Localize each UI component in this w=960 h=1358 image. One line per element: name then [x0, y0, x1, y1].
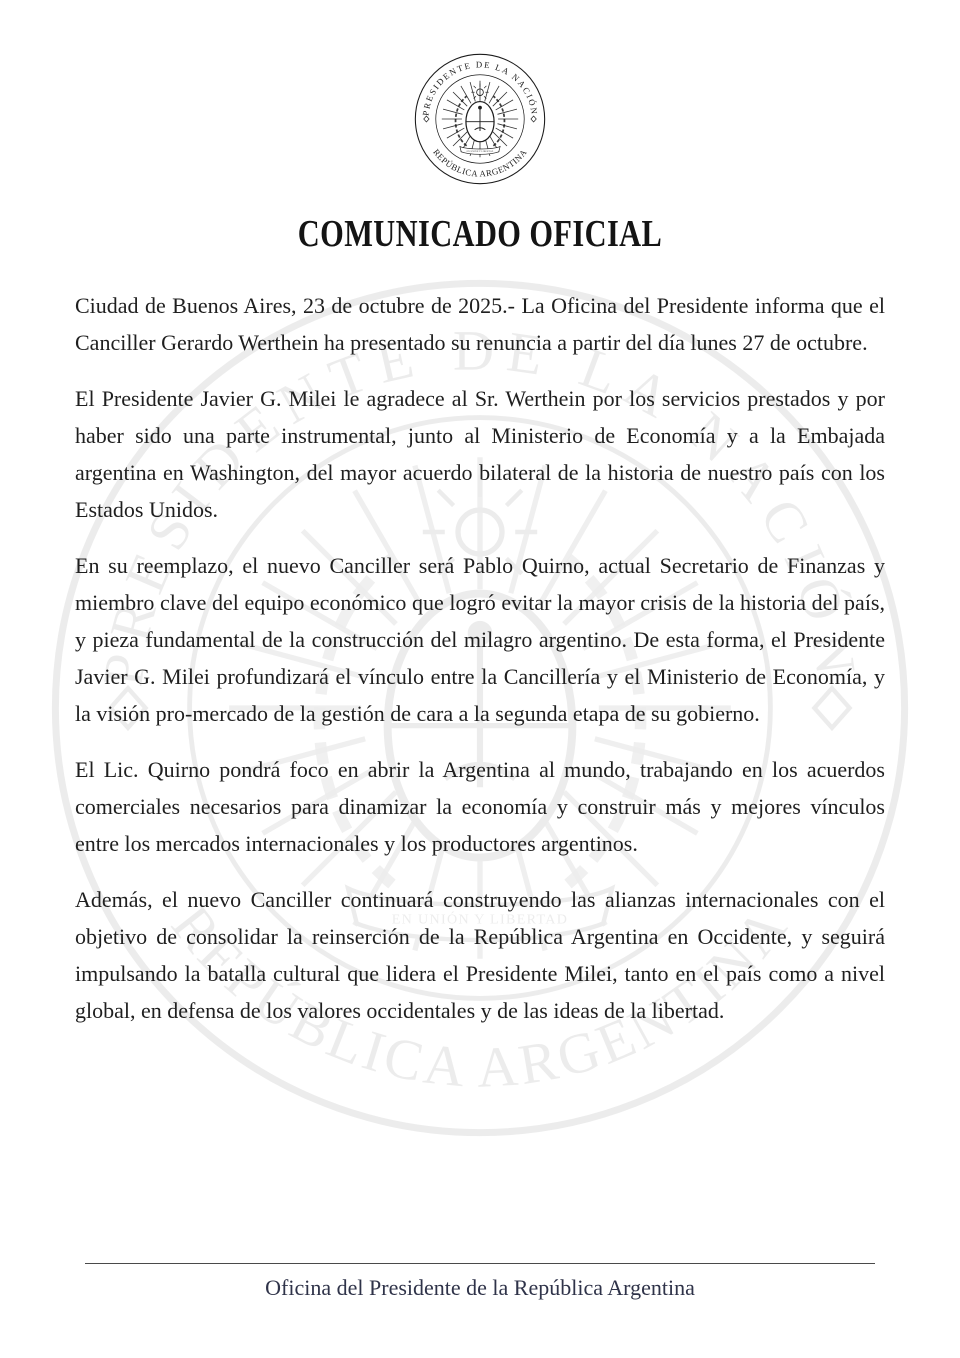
communique-body [0, 287, 960, 1029]
paragraph-focus: El Lic. Quirno pondrá foco en abrir la Argentina al mundo, trabajando en los acuerdos comerciales necesarios para dinamizar la economía y construir más y mejores vínculos entre los mercados internacionales y los productores argentinos. [75, 757, 885, 856]
seal-bottom-text: REPÚBLICA ARGENTINA [431, 147, 529, 179]
seal-motto: EN UNIÓN Y LIBERTAD [466, 150, 494, 153]
document-header [0, 0, 960, 256]
seal-left-diamond-icon [424, 116, 429, 122]
seal-right-diamond-icon [531, 116, 536, 122]
page-title: COMUNICADO OFICIAL [297, 213, 663, 255]
paragraph-thanks: El Presidente Javier G. Milei le agradece al Sr. Werthein por los servicios prestados y por haber sido una parte instrumental, junto al Ministerio de Economía y a la Embajada argentina en Washington, del mayor acuerdo bilateral de la historia de nuestro país con los Estados Unidos. [75, 386, 885, 522]
seal-top-text: PRESIDENTE DE LA NACIÓN [420, 59, 540, 117]
paragraph-date-announcement: Ciudad de Buenos Aires, 23 de octubre de 2025.- La Oficina del Presidente informa que el Canciller Gerardo Werthein ha presentado su renuncia a partir del día lunes 27 de octubre. [75, 293, 885, 355]
presidential-seal-icon [413, 52, 547, 186]
paragraph-alliances: Además, el nuevo Canciller continuará construyendo las alianzas internacionales con el objetivo de consolidar la reinserción de la República Argentina en Occidente, y seguirá impulsando la batalla cultural que lidera el Presidente Milei, tanto en el país como a nivel global, en defensa de los valores occidentales y de las ideas de la libertad. [75, 887, 885, 1023]
footer-text: Oficina del Presidente de la República Argentina [265, 1275, 695, 1300]
document-footer [85, 1263, 875, 1302]
paragraph-replacement: En su reemplazo, el nuevo Canciller será Pablo Quirno, actual Secretario de Finanzas y miembro clave del equipo económico que logró evitar la mayor crisis de la historia del país, y pieza fundamental de la construcción del milagro argentino. De esta forma, el Presidente Javier G. Milei profundizará el vínculo entre la Cancillería y el Ministerio de Economía, y la visión pro-mercado de la gestión de cara a la segunda etapa de su gobierno. [75, 553, 885, 726]
footer-divider [85, 1263, 875, 1264]
